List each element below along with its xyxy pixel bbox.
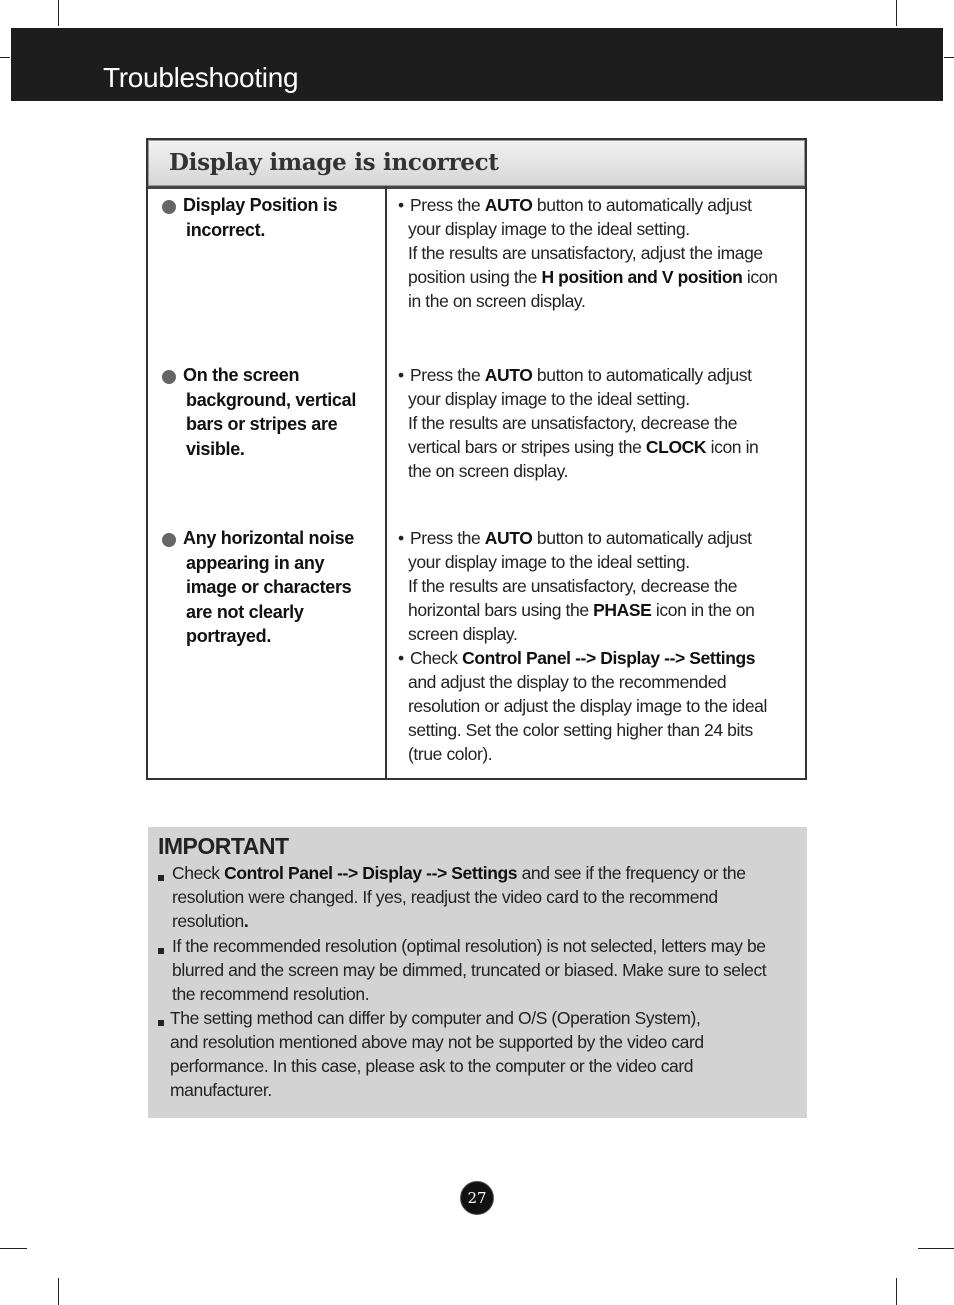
text-line: the recommend resolution.: [172, 984, 370, 1004]
solution-text: [398, 526, 798, 766]
crop-mark: [58, 0, 59, 26]
crop-mark: [896, 1278, 897, 1305]
text-line: If the recommended resolution (optimal resolution) is not selected, letters may be: [172, 936, 766, 956]
square-bullet-icon: [158, 875, 164, 881]
symptom-bullet-icon: [162, 370, 176, 384]
text-line: vertical bars or stripes using the CLOCK icon in: [408, 437, 759, 457]
symptom-text: [183, 526, 383, 649]
text-line: • Press the AUTO button to automatically adjust: [398, 528, 752, 548]
text-line: your display image to the ideal setting.: [408, 552, 690, 572]
text-line: resolution were changed. If yes, readjust the video card to the recommend: [172, 887, 718, 907]
text-line: The setting method can differ by computer and O/S (Operation System),: [170, 1008, 701, 1028]
important-item: [172, 934, 797, 1006]
square-bullet-icon: [158, 948, 164, 954]
square-bullet-icon: [158, 1020, 164, 1026]
symptom-line: background, vertical: [186, 389, 357, 410]
text-line: If the results are unsatisfactory, adjust the image: [408, 243, 763, 263]
text-line: blurred and the screen may be dimmed, truncated or biased. Make sure to select: [172, 960, 767, 980]
text-line: manufacturer.: [170, 1080, 272, 1100]
page-title: Troubleshooting: [103, 62, 299, 93]
symptom-line: On the screen: [183, 365, 300, 385]
symptom-text: [183, 193, 383, 242]
text-line: position using the H position and V position icon: [408, 267, 778, 287]
header-divider: [148, 186, 805, 189]
table-header: [148, 140, 805, 186]
text-line: If the results are unsatisfactory, decrease the: [408, 576, 738, 596]
table-title: Display image is incorrect: [169, 149, 499, 176]
solution-text: [398, 193, 798, 313]
text-line: and resolution mentioned above may not be supported by the video card: [170, 1032, 704, 1052]
important-title: IMPORTANT: [158, 833, 289, 859]
text-line: • Check Control Panel --> Display --> Settings: [398, 648, 756, 668]
symptom-line: portrayed.: [186, 626, 272, 646]
text-line: • Press the AUTO button to automatically adjust: [398, 365, 752, 385]
crop-mark: [918, 1248, 954, 1249]
symptom-line: Any horizontal noise: [183, 528, 355, 548]
text-line: your display image to the ideal setting.: [408, 389, 690, 409]
text-line: the on screen display.: [408, 461, 569, 481]
bullet-icon: •: [398, 195, 404, 215]
text-line: performance. In this case, please ask to the computer or the video card: [170, 1056, 694, 1076]
text-line: your display image to the ideal setting.: [408, 219, 690, 239]
solution-text: [398, 363, 798, 483]
symptom-line: visible.: [186, 438, 245, 459]
text-line: • Press the AUTO button to automatically adjust: [398, 195, 752, 215]
text-line: and adjust the display to the recommended: [408, 672, 727, 692]
symptom-line: image or characters: [186, 577, 352, 597]
text-line: setting. Set the color setting higher than 24 bits: [408, 720, 753, 740]
symptom-line: are not clearly: [186, 601, 304, 622]
text-line: screen display.: [408, 624, 518, 644]
column-divider: [385, 186, 387, 778]
important-item: [170, 1006, 795, 1102]
bullet-icon: •: [398, 648, 404, 668]
text-line: (true color).: [408, 744, 493, 764]
text-line: horizontal bars using the PHASE icon in the on: [408, 600, 755, 620]
header-bar: [11, 28, 943, 101]
symptom-bullet-icon: [162, 200, 176, 214]
symptom-bullet-icon: [162, 533, 176, 547]
text-line: If the results are unsatisfactory, decrease the: [408, 413, 738, 433]
crop-mark: [0, 57, 10, 58]
text-line: in the on screen display.: [408, 291, 586, 311]
bullet-icon: •: [398, 528, 404, 548]
symptom-line: bars or stripes are: [186, 414, 338, 434]
bullet-icon: •: [398, 365, 404, 385]
symptom-line: incorrect.: [186, 219, 266, 240]
symptom-text: [183, 363, 383, 461]
troubleshooting-table: [146, 138, 807, 780]
crop-mark: [944, 57, 954, 58]
crop-mark: [0, 1248, 27, 1249]
important-item: [172, 861, 797, 933]
text-line: resolution.: [172, 911, 249, 931]
text-line: Check Control Panel --> Display --> Settings and see if the frequency or the: [172, 863, 746, 883]
crop-mark: [58, 1278, 59, 1305]
crop-mark: [896, 0, 897, 26]
symptom-line: appearing in any: [186, 552, 325, 573]
text-line: resolution or adjust the display image to the ideal: [408, 696, 767, 716]
symptom-line: Display Position is: [183, 195, 338, 215]
page-number: 27: [460, 1181, 494, 1215]
important-box: [148, 827, 807, 1118]
